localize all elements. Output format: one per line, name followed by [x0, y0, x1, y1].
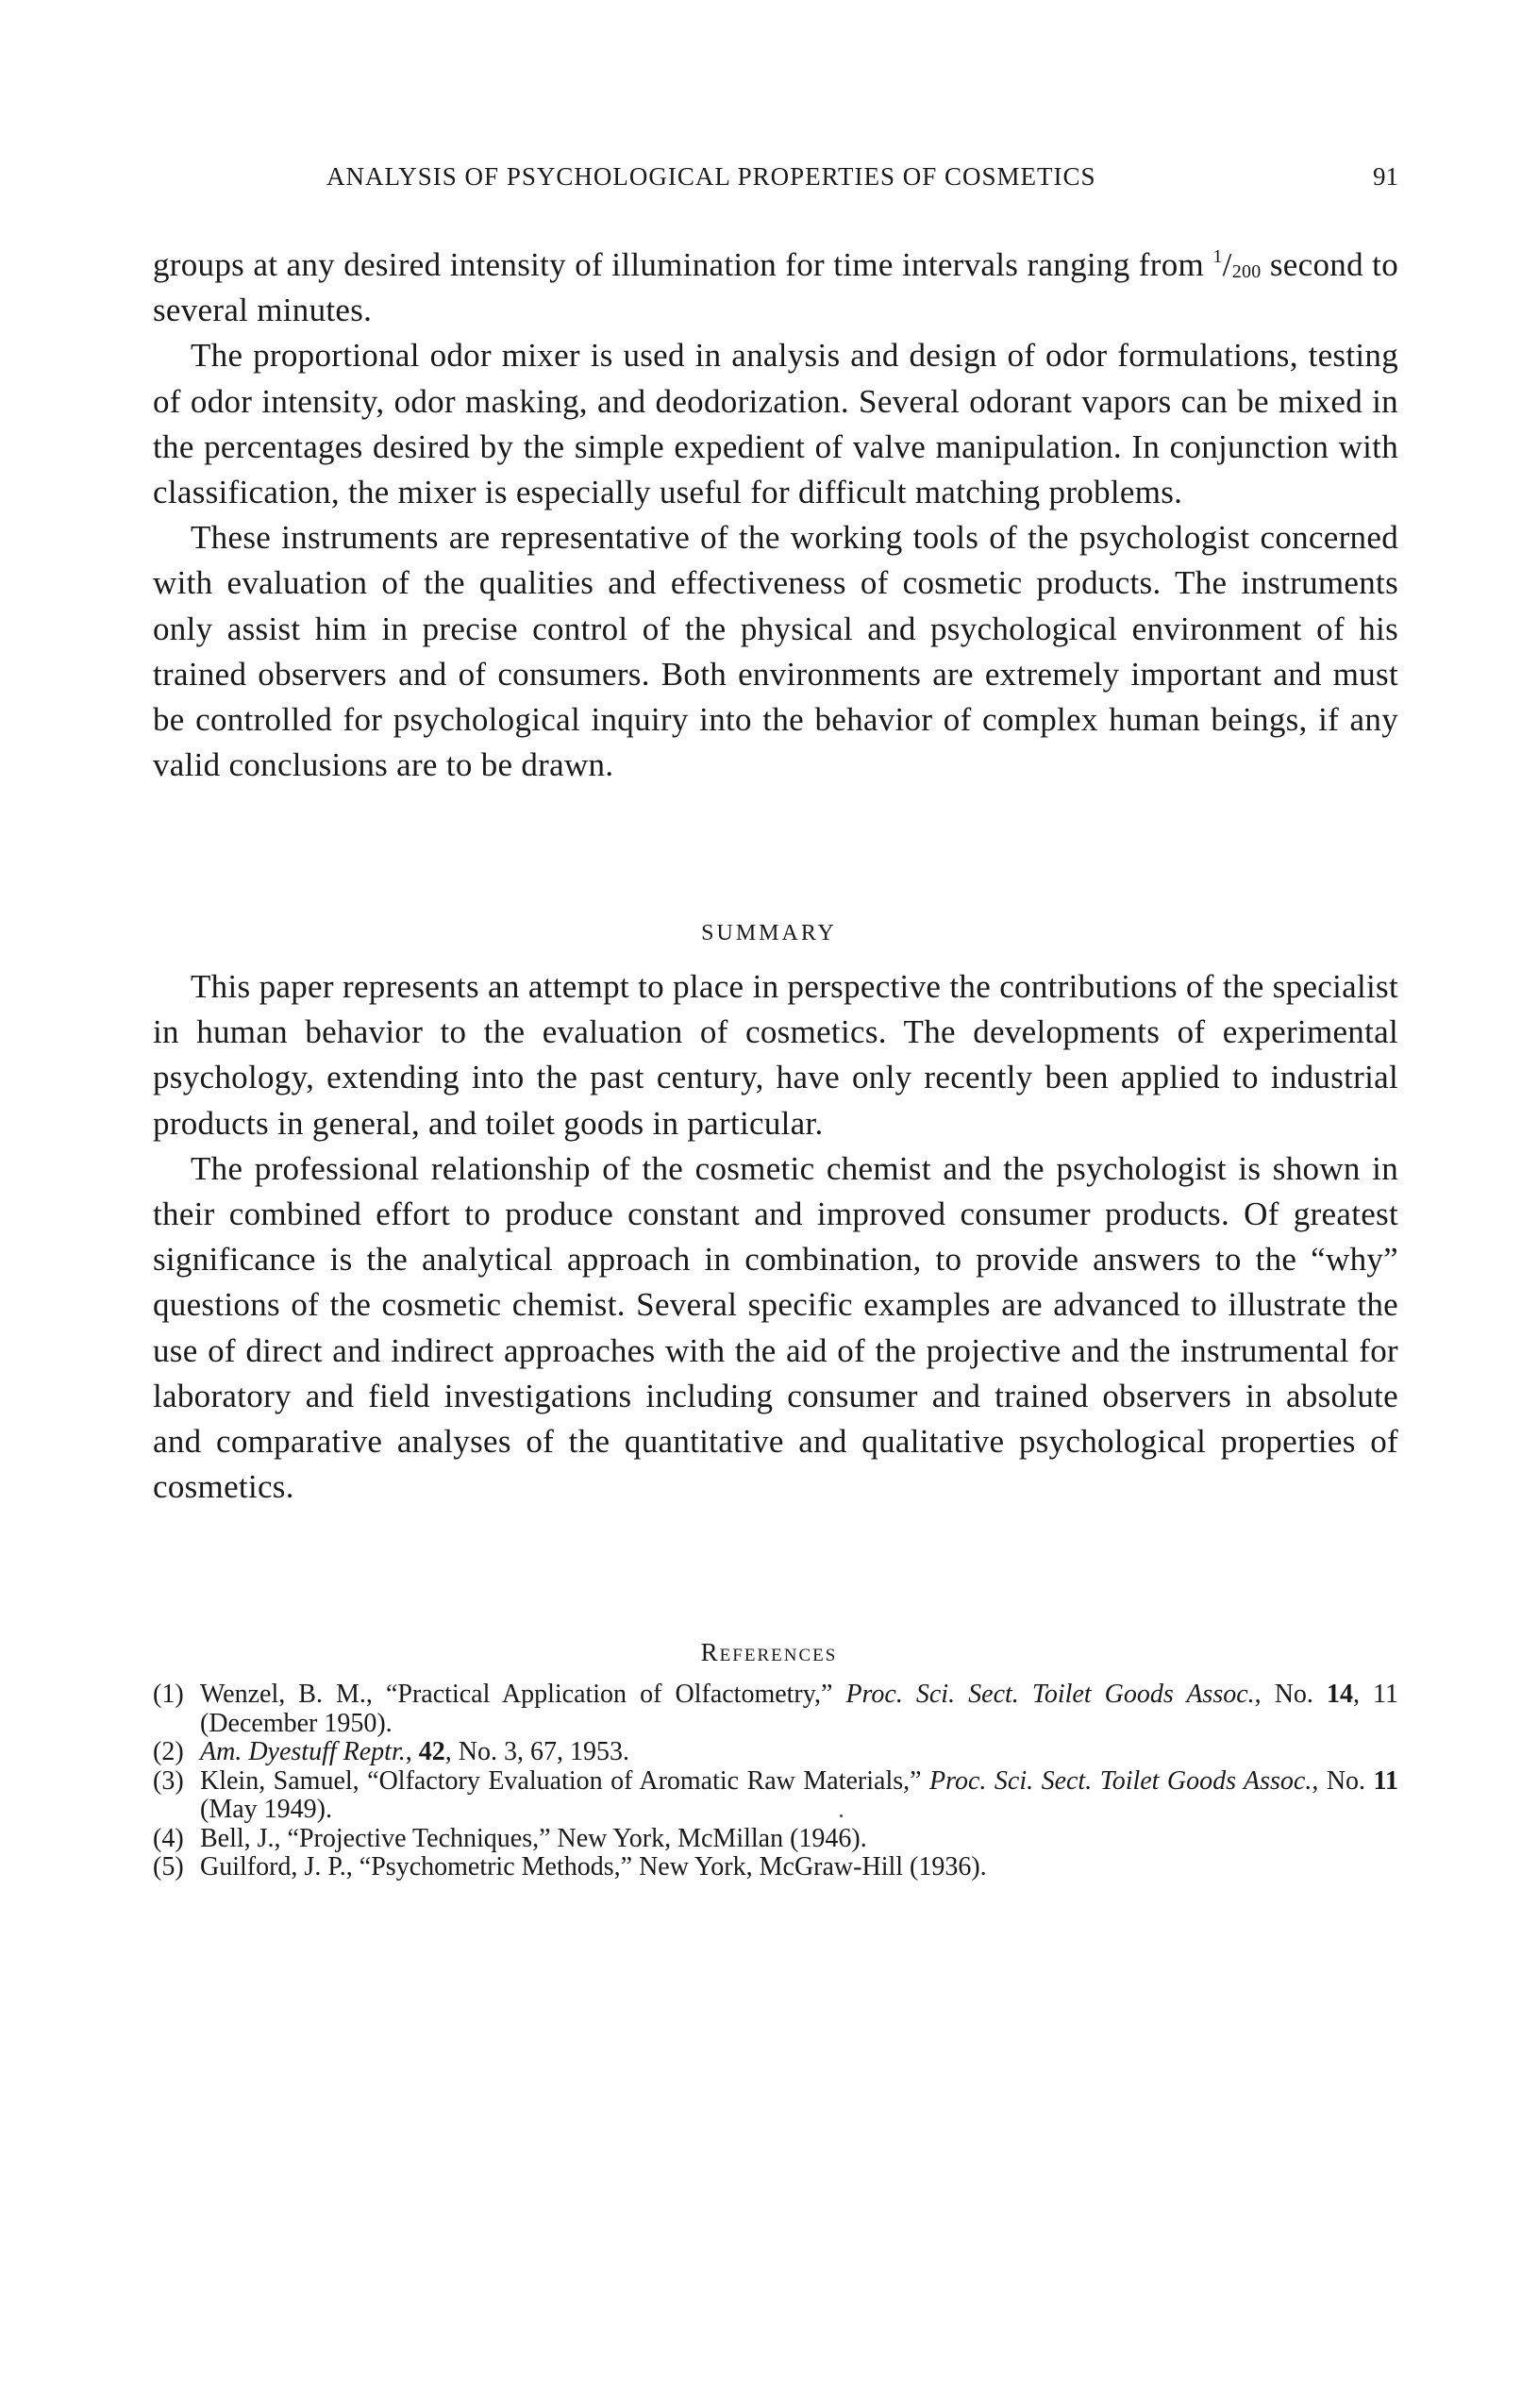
paragraph: The professional relationship of the cosmetic chemist and the psychologist is shown in their combined effort to produce constant and improved consumer products. Of greatest significance is the analytical approach in combination, to provide answers to the “why” questions of the cosmetic chemist. Several specific examples are advanced to illustrate the use of direct and indirect approaches with the aid of the projective and the instrumental for laboratory and field investigations including consumer and trained observers in absolute and comparative analyses of the quantitative and qualitative psychological properties of cosmetics. — [153, 1149, 1398, 1506]
reference-item — [153, 1681, 1398, 1738]
reference-number: (2) — [153, 1737, 184, 1766]
reference-text: Guilford, J. P., “Psychometric Methods,” New York, McGraw-Hill (1936). — [200, 1852, 987, 1881]
fraction-numerator: 1 — [1212, 246, 1223, 267]
print-speck — [840, 1814, 843, 1817]
reference-text: Bell, J., “Projective Techniques,” New York, McMillan (1946). — [200, 1823, 867, 1853]
paragraph: This paper represents an attempt to place in perspective the contributions of the specialist in human behavior to the evaluation of cosmetics. The developments of experimental psychology, extending into the past century, have only recently been applied to industrial products in general, and toilet goods in particular. — [153, 968, 1398, 1142]
reference-source: Am. Dyestuff Reptr. — [200, 1737, 406, 1766]
reference-number: (3) — [153, 1765, 184, 1796]
references-list — [153, 1681, 1398, 1882]
reference-item — [153, 1767, 1398, 1825]
body-text-top — [153, 242, 1398, 788]
reference-item — [153, 1825, 1398, 1854]
reference-volume: 42 — [418, 1737, 445, 1766]
reference-volume: 14 — [1327, 1680, 1353, 1709]
reference-text: Wenzel, B. M., “Practical Application of Olfactometry,” — [200, 1680, 846, 1709]
reference-source: Proc. Sci. Sect. Toilet Goods Assoc. — [845, 1680, 1255, 1709]
references-heading: References — [700, 1638, 838, 1666]
reference-number: (1) — [153, 1680, 184, 1709]
reference-text: , No. 3, 67, 1953. — [444, 1737, 629, 1766]
paragraph-text: second to several minutes. — [153, 246, 1398, 329]
reference-text: , — [405, 1737, 419, 1766]
reference-volume: 11 — [1373, 1765, 1399, 1796]
fraction-denominator: 200 — [1231, 261, 1262, 282]
reference-text: , No. — [1312, 1765, 1374, 1796]
running-title: ANALYSIS OF PSYCHOLOGICAL PROPERTIES OF COSMETICS — [326, 162, 1096, 191]
paragraph: The proportional odor mixer is used in analysis and design of odor formulations, testing of odor intensity, odor masking, and deodorization. Several odorant vapors can be mixed in the percentages desired by the simple expedient of valve manipulation. In conjunction with classification, the mixer is especially useful for difficult matching problems. — [153, 337, 1398, 511]
paragraph: These instruments are representative of the working tools of the psychologist concerned with evaluation of the qualities and effectiveness of cosmetic products. The instruments only assist him in precise control of the physical and psychological environment of his trained observers and of consumers. Both environments are extremely important and must be controlled for psychological inquiry into the behavior of complex human beings, if any valid conclusions are to be drawn. — [153, 519, 1398, 784]
summary-body — [153, 964, 1398, 1510]
reference-text: , No. — [1254, 1680, 1327, 1709]
paragraph-text: groups at any desired intensity of illumination for time intervals ranging from — [153, 246, 1213, 283]
reference-text: (May 1949). — [200, 1795, 332, 1824]
reference-source: Proc. Sci. Sect. Toilet Goods Assoc. — [929, 1765, 1312, 1796]
paragraph — [153, 242, 1398, 333]
summary-heading: SUMMARY — [701, 921, 837, 945]
reference-number: (4) — [153, 1823, 184, 1853]
page-number: 91 — [1373, 162, 1398, 191]
reference-number: (5) — [153, 1852, 184, 1881]
reference-text: , 11 (December 1950). — [200, 1680, 1399, 1738]
running-head — [153, 162, 1398, 200]
reference-text: Klein, Samuel, “Olfactory Evaluation of Aromatic Raw Materials,” — [200, 1765, 930, 1796]
fraction: $^1/_{200}$ — [1212, 246, 1262, 283]
reference-item — [153, 1738, 1398, 1767]
reference-item — [153, 1853, 1398, 1882]
